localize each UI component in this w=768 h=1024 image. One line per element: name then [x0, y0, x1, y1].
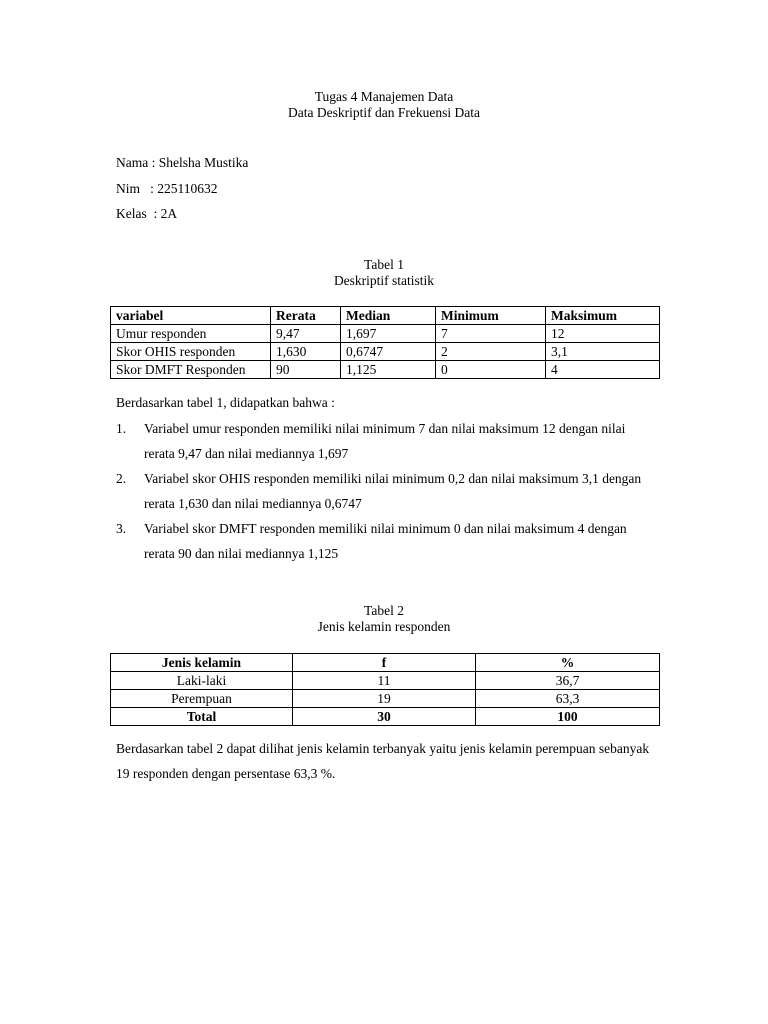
table-cell: 7: [436, 325, 546, 343]
table-cell: Skor DMFT Responden: [111, 361, 271, 379]
list-item-number: 2.: [116, 471, 127, 486]
table-cell: Perempuan: [111, 690, 293, 708]
table-cell: 0: [436, 361, 546, 379]
list-item-text: Variabel skor DMFT responden memiliki nilai minimum 0 dan nilai maksimum 4 dengan rerata 90 dan nilai mediannya 1,125: [144, 521, 627, 561]
student-class: Kelas : 2A: [116, 206, 178, 221]
table-row: [111, 672, 660, 690]
table-cell: 9,47: [271, 325, 341, 343]
table1-caption-number: Tabel 1: [364, 257, 404, 272]
column-header: Minimum: [436, 307, 546, 325]
list-item-number: 3.: [116, 521, 127, 536]
table-cell: 0,6747: [341, 343, 436, 361]
table-row: [111, 690, 660, 708]
column-header: Maksimum: [546, 307, 660, 325]
table-header-row: [111, 654, 660, 672]
list-item-text: Variabel skor OHIS responden memiliki nilai minimum 0,2 dan nilai maksimum 3,1 dengan rerata 1,630 dan nilai mediannya 0,6747: [144, 471, 642, 511]
list-item: [116, 516, 656, 566]
table-cell: Umur responden: [111, 325, 271, 343]
table-total-row: [111, 708, 660, 726]
table-cell: 90: [271, 361, 341, 379]
document-subtitle: Data Deskriptif dan Frekuensi Data: [288, 105, 480, 120]
column-header: f: [293, 654, 476, 672]
table-cell: 19: [293, 690, 476, 708]
list-item: [116, 416, 656, 466]
table-cell: 63,3: [476, 690, 660, 708]
table-cell: 1,630: [271, 343, 341, 361]
column-header: variabel: [111, 307, 271, 325]
table-header-row: [111, 307, 660, 325]
table-cell: Total: [111, 708, 293, 726]
gender-frequency-table: [110, 653, 660, 726]
table-cell: 30: [293, 708, 476, 726]
descriptive-statistics-table: [110, 306, 660, 379]
student-nim: Nim : 225110632: [116, 181, 218, 196]
table2-caption-title: Jenis kelamin responden: [317, 619, 451, 634]
table-cell: 12: [546, 325, 660, 343]
table1-caption-title: Deskriptif statistik: [333, 273, 435, 288]
list-item: [116, 466, 656, 516]
column-header: Jenis kelamin: [111, 654, 293, 672]
table-cell: 1,125: [341, 361, 436, 379]
list-item-text: Variabel umur responden memiliki nilai minimum 7 dan nilai maksimum 12 dengan nilai rerata 9,47 dan nilai mediannya 1,697: [144, 421, 626, 461]
document-title: Tugas 4 Manajemen Data: [314, 89, 454, 104]
findings-list: [116, 416, 656, 566]
table-cell: Skor OHIS responden: [111, 343, 271, 361]
table-row: [111, 361, 660, 379]
student-name: Nama : Shelsha Mustika: [116, 155, 249, 170]
column-header: Rerata: [271, 307, 341, 325]
table-cell: 2: [436, 343, 546, 361]
table-cell: 11: [293, 672, 476, 690]
table-cell: 4: [546, 361, 660, 379]
conclusion-paragraph: Berdasarkan tabel 2 dapat dilihat jenis kelamin terbanyak yaitu jenis kelamin perempuan sebanyak 19 responden dengan persentase 63,3 %.: [116, 741, 650, 781]
table-cell: 3,1: [546, 343, 660, 361]
table-cell: 36,7: [476, 672, 660, 690]
table2-caption-number: Tabel 2: [364, 603, 404, 618]
table-cell: Laki-laki: [111, 672, 293, 690]
column-header: Median: [341, 307, 436, 325]
table-cell: 100: [476, 708, 660, 726]
table-cell: 1,697: [341, 325, 436, 343]
list-item-number: 1.: [116, 421, 127, 436]
column-header: %: [476, 654, 660, 672]
table-row: [111, 343, 660, 361]
table-row: [111, 325, 660, 343]
findings-intro: Berdasarkan tabel 1, didapatkan bahwa :: [116, 395, 335, 410]
